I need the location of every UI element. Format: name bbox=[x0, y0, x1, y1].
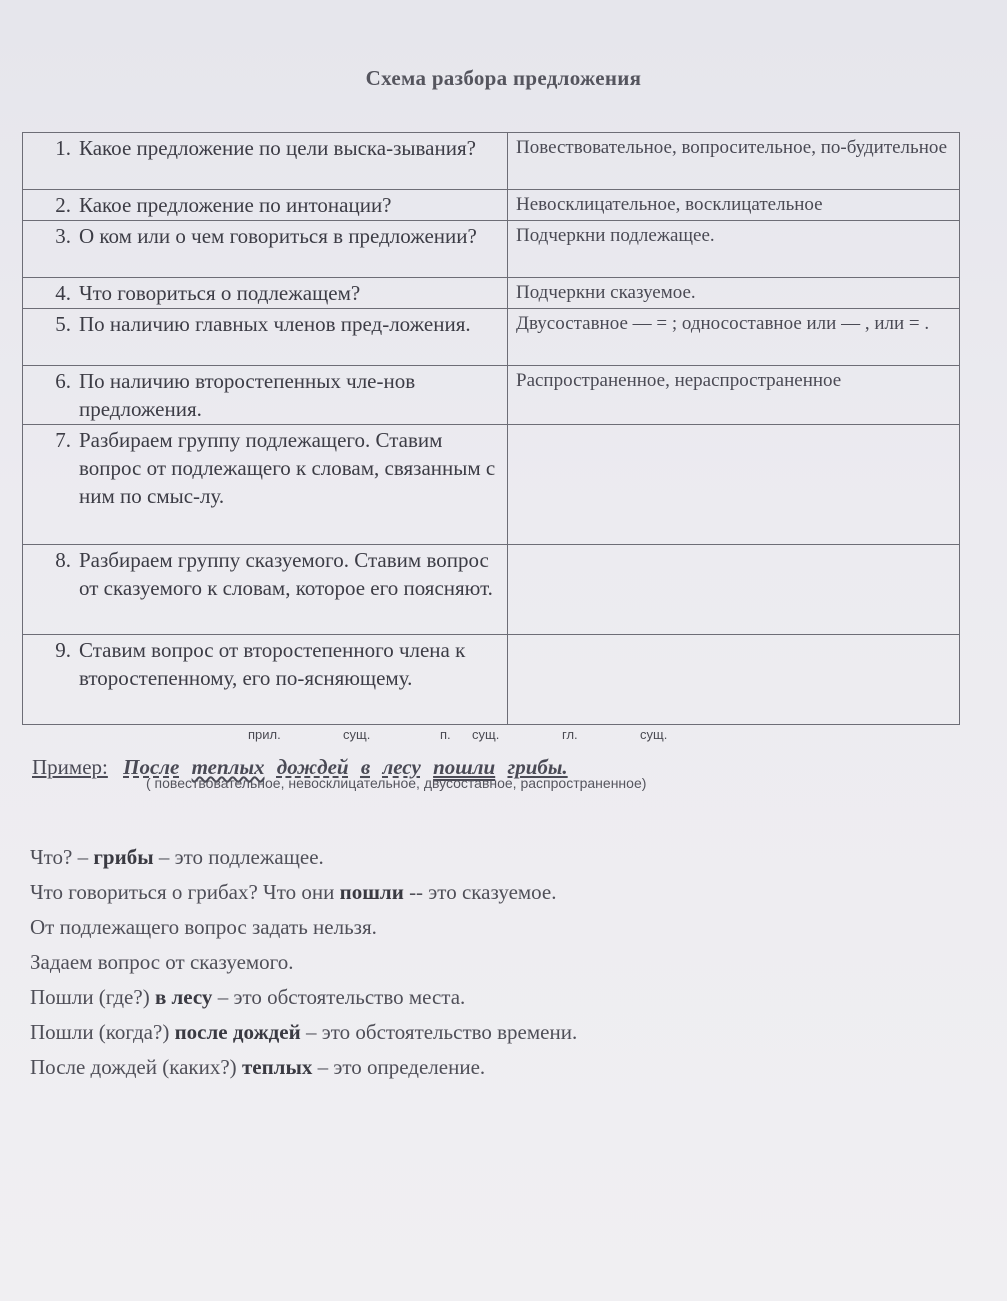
row-number: 4. bbox=[55, 281, 71, 305]
example-word-adverbial: После bbox=[123, 755, 180, 779]
row-number: 6. bbox=[55, 369, 71, 393]
example-word-adverbial: лесу bbox=[382, 755, 421, 779]
question-cell bbox=[23, 425, 508, 545]
analysis-text-part: Пошли (где?) bbox=[30, 985, 155, 1009]
row-number: 8. bbox=[55, 548, 71, 572]
question-text: Ставим вопрос от второстепенного члена к второстепенному, его по-ясняющему. bbox=[79, 638, 466, 690]
question-text: О ком или о чем говориться в предложении? bbox=[79, 224, 477, 248]
answer-cell bbox=[508, 425, 960, 545]
page-title: Схема разбора предложения bbox=[365, 66, 642, 90]
example-characteristic: ( повествовательное, невосклицательное, двусоставное, распространенное) bbox=[146, 775, 647, 791]
table-row bbox=[23, 221, 960, 278]
table-row bbox=[23, 190, 960, 221]
example-label: Пример: bbox=[32, 755, 108, 779]
answer-cell bbox=[508, 635, 960, 725]
question-cell bbox=[23, 309, 508, 366]
pos-label-noun: сущ. bbox=[343, 727, 371, 742]
table-row bbox=[23, 545, 960, 635]
table-row bbox=[23, 133, 960, 190]
pos-label-noun: сущ. bbox=[640, 727, 668, 742]
table-row bbox=[23, 309, 960, 366]
analysis-text-part: От подлежащего вопрос задать нельзя. bbox=[30, 915, 377, 939]
answer-cell: Подчеркни сказуемое. bbox=[508, 278, 960, 309]
row-number: 1. bbox=[55, 136, 71, 160]
analysis-term: пошли bbox=[339, 880, 404, 904]
row-number: 3. bbox=[55, 224, 71, 248]
table-row bbox=[23, 425, 960, 545]
analysis-term: после дождей bbox=[174, 1020, 301, 1044]
example-word-preposition: в bbox=[360, 755, 371, 779]
analysis-line bbox=[30, 945, 577, 980]
example-word-adverbial: дождей bbox=[276, 755, 349, 779]
table-row bbox=[23, 278, 960, 309]
analysis-text-part: Пошли (когда?) bbox=[30, 1020, 175, 1044]
analysis-text-part: – это определение. bbox=[312, 1055, 486, 1079]
example-word-predicate: пошли bbox=[433, 755, 496, 779]
example-word-subject: грибы. bbox=[507, 755, 568, 779]
answer-cell: Распространенное, нераспространенное bbox=[508, 366, 960, 425]
analysis-text-part: – это обстоятельство времени. bbox=[300, 1020, 578, 1044]
question-cell bbox=[23, 133, 508, 190]
analysis-line bbox=[30, 910, 577, 945]
analysis-text bbox=[30, 840, 577, 1085]
analysis-line bbox=[30, 980, 577, 1015]
analysis-scheme-table bbox=[22, 132, 960, 725]
analysis-term: теплых bbox=[241, 1055, 313, 1079]
analysis-text-part: Что говориться о грибах? Что они bbox=[30, 880, 340, 904]
pos-label-adjective: прил. bbox=[248, 727, 281, 742]
question-cell bbox=[23, 366, 508, 425]
analysis-line bbox=[30, 875, 577, 910]
question-text: По наличию второстепенных чле-нов предложения. bbox=[79, 369, 416, 421]
answer-cell: Подчеркни подлежащее. bbox=[508, 221, 960, 278]
question-text: Какое предложение по интонации? bbox=[79, 193, 392, 217]
analysis-line bbox=[30, 840, 577, 875]
analysis-line bbox=[30, 1015, 577, 1050]
pos-label-noun: сущ. bbox=[472, 727, 500, 742]
analysis-text-part: -- это сказуемое. bbox=[403, 880, 557, 904]
question-text: Какое предложение по цели выска-зывания? bbox=[79, 136, 476, 160]
question-cell bbox=[23, 545, 508, 635]
pos-label-preposition: п. bbox=[440, 727, 451, 742]
question-cell bbox=[23, 221, 508, 278]
question-text: Разбираем группу сказуемого. Ставим вопрос от сказуемого к словам, которое его поясняют. bbox=[79, 548, 493, 600]
analysis-text-part: Что? – bbox=[30, 845, 94, 869]
row-number: 7. bbox=[55, 428, 71, 452]
answer-cell: Невосклицательное, восклицательное bbox=[508, 190, 960, 221]
analysis-term: в лесу bbox=[154, 985, 213, 1009]
analysis-text-part: После дождей (каких?) bbox=[30, 1055, 242, 1079]
question-text: Разбираем группу подлежащего. Ставим вопрос от подлежащего к словам, связанным с ним по смыс-лу. bbox=[79, 428, 496, 508]
table-row bbox=[23, 635, 960, 725]
answer-cell bbox=[508, 545, 960, 635]
analysis-text-part: Задаем вопрос от сказуемого. bbox=[30, 950, 294, 974]
row-number: 2. bbox=[55, 193, 71, 217]
question-text: По наличию главных членов пред-ложения. bbox=[79, 312, 471, 336]
pos-label-verb: гл. bbox=[562, 727, 578, 742]
analysis-term: грибы bbox=[93, 845, 154, 869]
row-number: 5. bbox=[55, 312, 71, 336]
analysis-line bbox=[30, 1050, 577, 1085]
question-cell bbox=[23, 190, 508, 221]
question-cell bbox=[23, 635, 508, 725]
analysis-text-part: – это обстоятельство места. bbox=[212, 985, 466, 1009]
row-number: 9. bbox=[55, 638, 71, 662]
analysis-text-part: – это подлежащее. bbox=[153, 845, 324, 869]
table-row bbox=[23, 366, 960, 425]
example-word-attribute: теплых bbox=[191, 755, 265, 779]
question-text: Что говориться о подлежащем? bbox=[79, 281, 361, 305]
answer-cell: Двусоставное — = ; односоставное или — , или = . bbox=[508, 309, 960, 366]
question-cell bbox=[23, 278, 508, 309]
answer-cell: Повествовательное, вопросительное, по-будительное bbox=[508, 133, 960, 190]
